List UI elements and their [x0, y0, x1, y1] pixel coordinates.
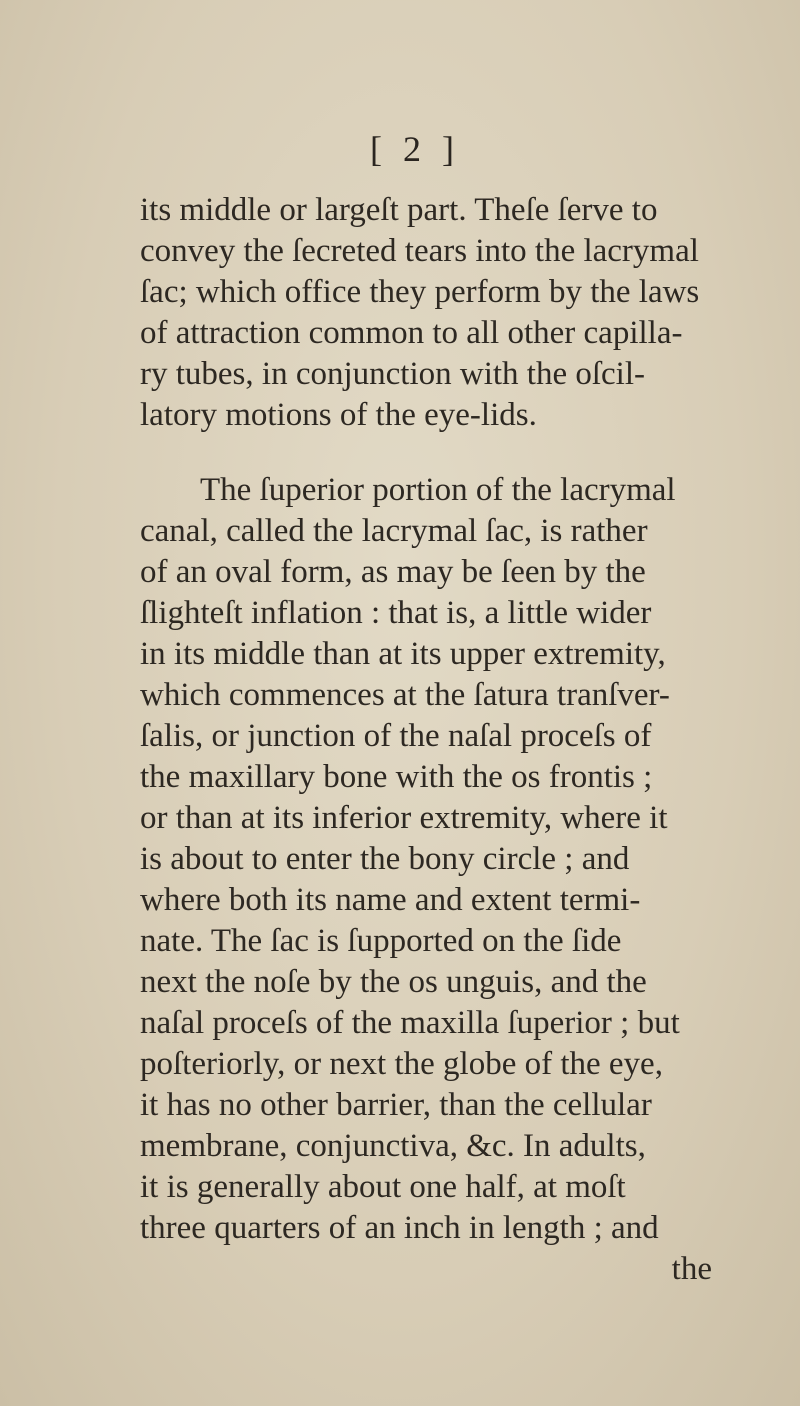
- catchword: the: [671, 1251, 712, 1287]
- text-line: The ſuperior portion of the lacrymal: [200, 472, 676, 508]
- text-line: membrane, conjunctiva, &c. In adults,: [140, 1128, 646, 1164]
- text-line: ſac; which office they perform by the laws: [140, 274, 700, 310]
- text-line: latory motions of the eye-lids.: [140, 397, 537, 433]
- text-line: its middle or largeſt part. Theſe ſerve to: [140, 192, 658, 228]
- text-line: three quarters of an inch in length ; and: [140, 1210, 659, 1246]
- text-line: in its middle than at its upper extremity,: [140, 636, 666, 672]
- page-number: [ 2 ]: [370, 129, 460, 169]
- text-line: which commences at the ſatura tranſver-: [140, 677, 670, 713]
- text-line: nate. The ſac is ſupported on the ſide: [140, 923, 622, 959]
- text-line: or than at its inferior extremity, where it: [140, 800, 668, 836]
- text-line: ſalis, or junction of the naſal proceſs of: [140, 718, 652, 754]
- text-line: ry tubes, in conjunction with the oſcil-: [140, 356, 645, 392]
- text-line: poſteriorly, or next the globe of the eye,: [140, 1046, 663, 1082]
- text-line: it is generally about one half, at moſt: [140, 1169, 626, 1205]
- text-line: it has no other barrier, than the cellular: [140, 1087, 652, 1123]
- text-line: of an oval form, as may be ſeen by the: [140, 554, 646, 590]
- text-line: the maxillary bone with the os frontis ;: [140, 759, 653, 795]
- text-line: canal, called the lacrymal ſac, is rather: [140, 513, 648, 549]
- text-line: next the noſe by the os unguis, and the: [140, 964, 647, 1000]
- text-line: is about to enter the bony circle ; and: [140, 841, 630, 877]
- text-line: where both its name and extent termi-: [140, 882, 641, 918]
- text-line: naſal proceſs of the maxilla ſuperior ; but: [140, 1005, 680, 1041]
- text-line: ſlighteſt inflation : that is, a little wider: [140, 595, 652, 631]
- text-line: of attraction common to all other capilla-: [140, 315, 683, 351]
- text-line: convey the ſecreted tears into the lacrymal: [140, 233, 699, 269]
